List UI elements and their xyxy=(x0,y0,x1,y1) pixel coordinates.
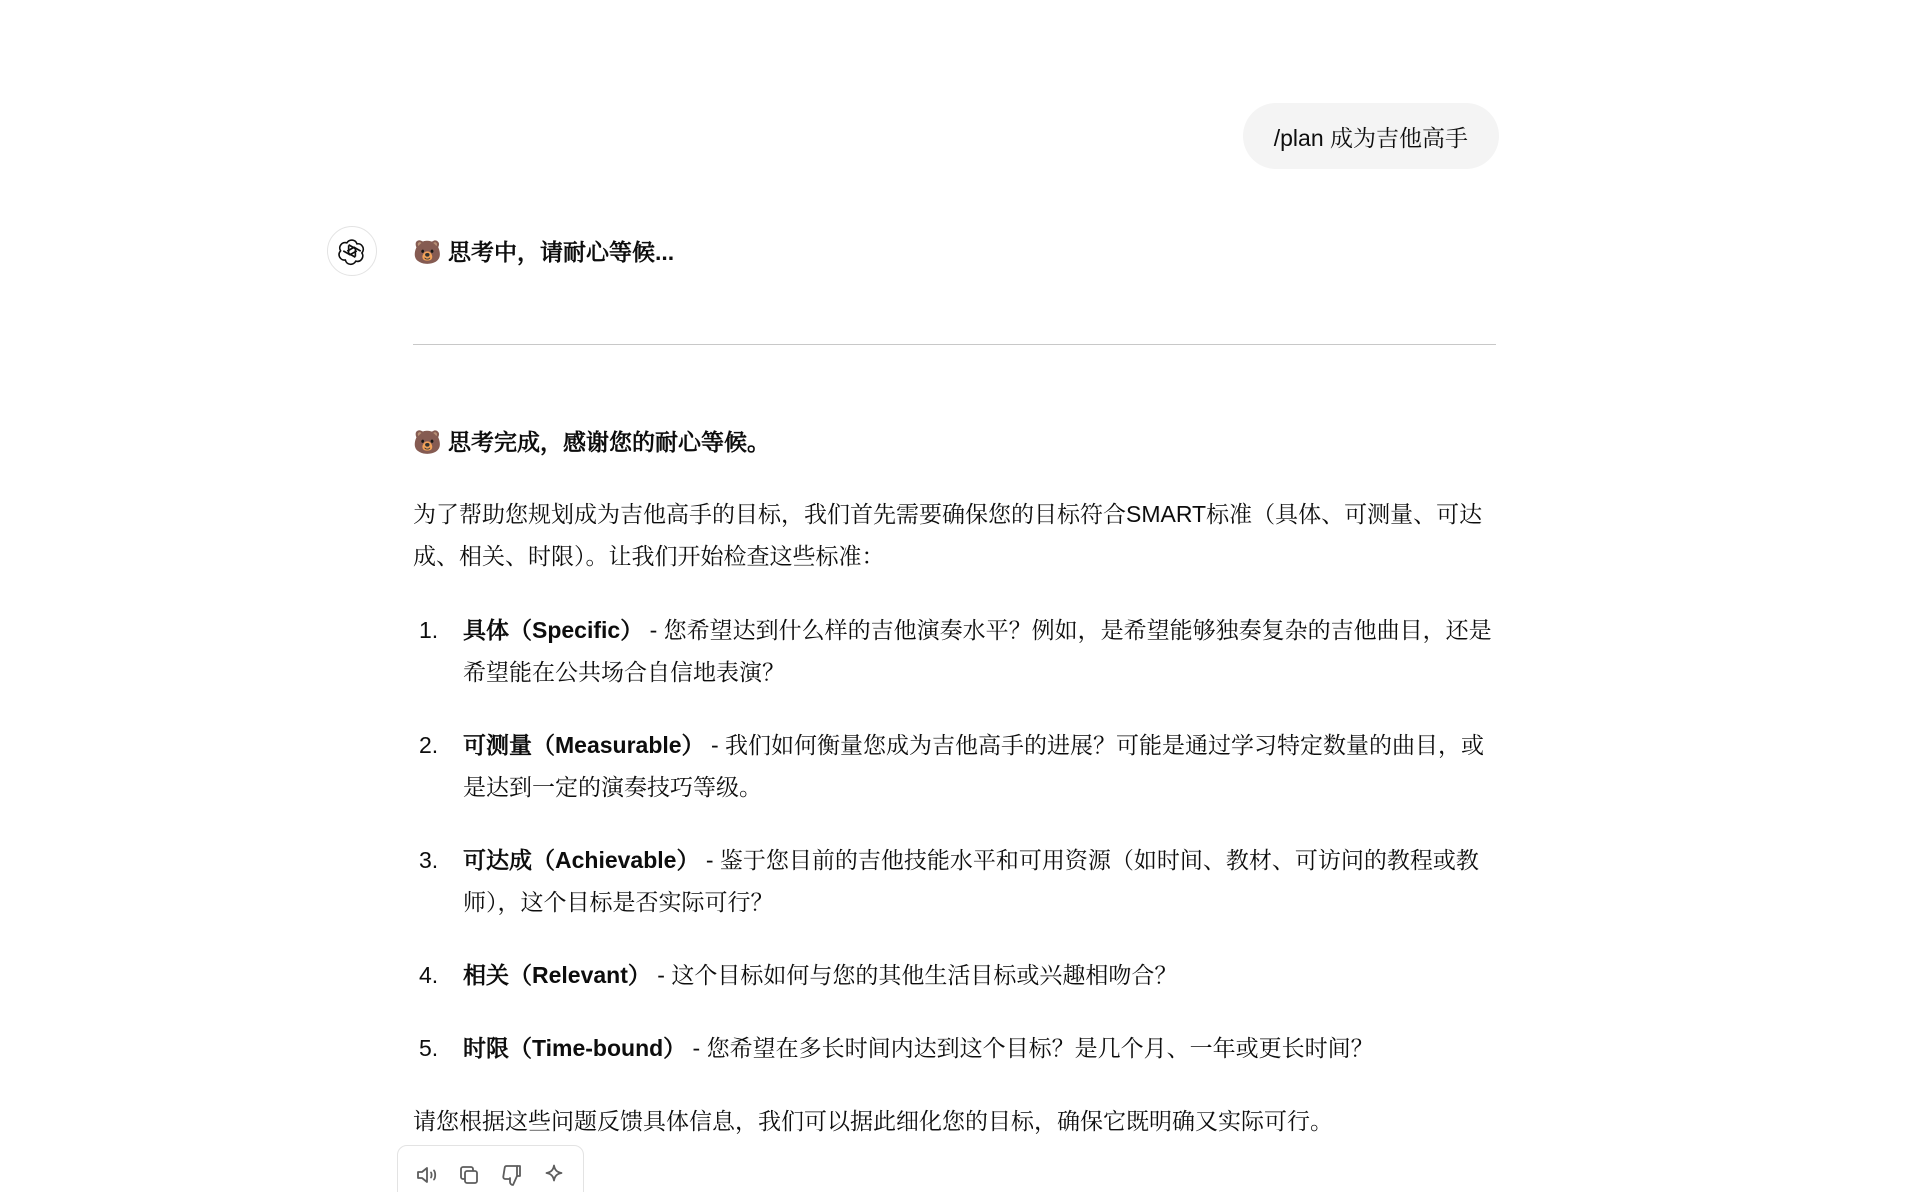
item-title: 相关（Relevant） xyxy=(463,962,651,988)
list-item xyxy=(413,839,1496,923)
sparkle-icon xyxy=(542,1163,566,1187)
item-text: - 我们如何衡量您成为吉他高手的进展？可能是通过学习特定数量的曲目，或是达到一定的演奏技巧等级。 xyxy=(463,732,1485,800)
user-message-text: /plan 成为吉他高手 xyxy=(1273,124,1468,151)
copy-button[interactable] xyxy=(450,1155,488,1192)
item-title: 具体（Specific） xyxy=(463,617,644,643)
list-item xyxy=(413,1027,1496,1069)
list-number: 2. xyxy=(419,732,439,758)
item-title: 可测量（Measurable） xyxy=(463,732,705,758)
copy-icon xyxy=(457,1163,481,1187)
item-title: 可达成（Achievable） xyxy=(463,847,700,873)
intro-paragraph: 为了帮助您规划成为吉他高手的目标，我们首先需要确保您的目标符合SMART标准（具体、可测量、可达成、相关、时限）。让我们开始检查这些标准： xyxy=(413,501,1483,569)
list-item xyxy=(413,724,1496,808)
item-text: - 鉴于您目前的吉他技能水平和可用资源（如时间、教材、可访问的教程或教师），这个目标是否实际可行？ xyxy=(463,847,1479,915)
message-actions-toolbar xyxy=(397,1145,584,1192)
list-number: 4. xyxy=(419,962,439,988)
thinking-status: 🐻 思考中，请耐心等候... xyxy=(413,239,675,265)
item-text: - 您希望在多长时间内达到这个目标？是几个月、一年或更长时间？ xyxy=(686,1035,1374,1061)
user-message-bubble xyxy=(1243,103,1499,169)
assistant-avatar xyxy=(327,226,377,276)
list-number: 5. xyxy=(419,1035,439,1061)
bad-response-button[interactable] xyxy=(493,1155,531,1192)
item-text: - 您希望达到什么样的吉他演奏水平？例如，是希望能够独奏复杂的吉他曲目，还是希望能在公共场合自信地表演？ xyxy=(463,617,1492,685)
closing-paragraph: 请您根据这些问题反馈具体信息，我们可以据此细化您的目标，确保它既明确又实际可行。 xyxy=(413,1108,1333,1134)
item-text: - 这个目标如何与您的其他生活目标或兴趣相吻合？ xyxy=(650,962,1178,988)
thumbs-down-icon xyxy=(500,1163,524,1187)
divider xyxy=(413,344,1496,345)
smart-criteria-list xyxy=(413,609,1496,1100)
list-item xyxy=(413,609,1496,693)
list-item xyxy=(413,954,1496,996)
list-number: 1. xyxy=(419,617,439,643)
regenerate-button[interactable] xyxy=(535,1155,573,1192)
read-aloud-button[interactable] xyxy=(408,1155,446,1192)
speaker-icon xyxy=(415,1163,439,1187)
openai-logo-icon xyxy=(337,236,367,266)
list-number: 3. xyxy=(419,847,439,873)
item-title: 时限（Time-bound） xyxy=(463,1035,687,1061)
done-status: 🐻 思考完成，感谢您的耐心等候。 xyxy=(413,429,771,455)
